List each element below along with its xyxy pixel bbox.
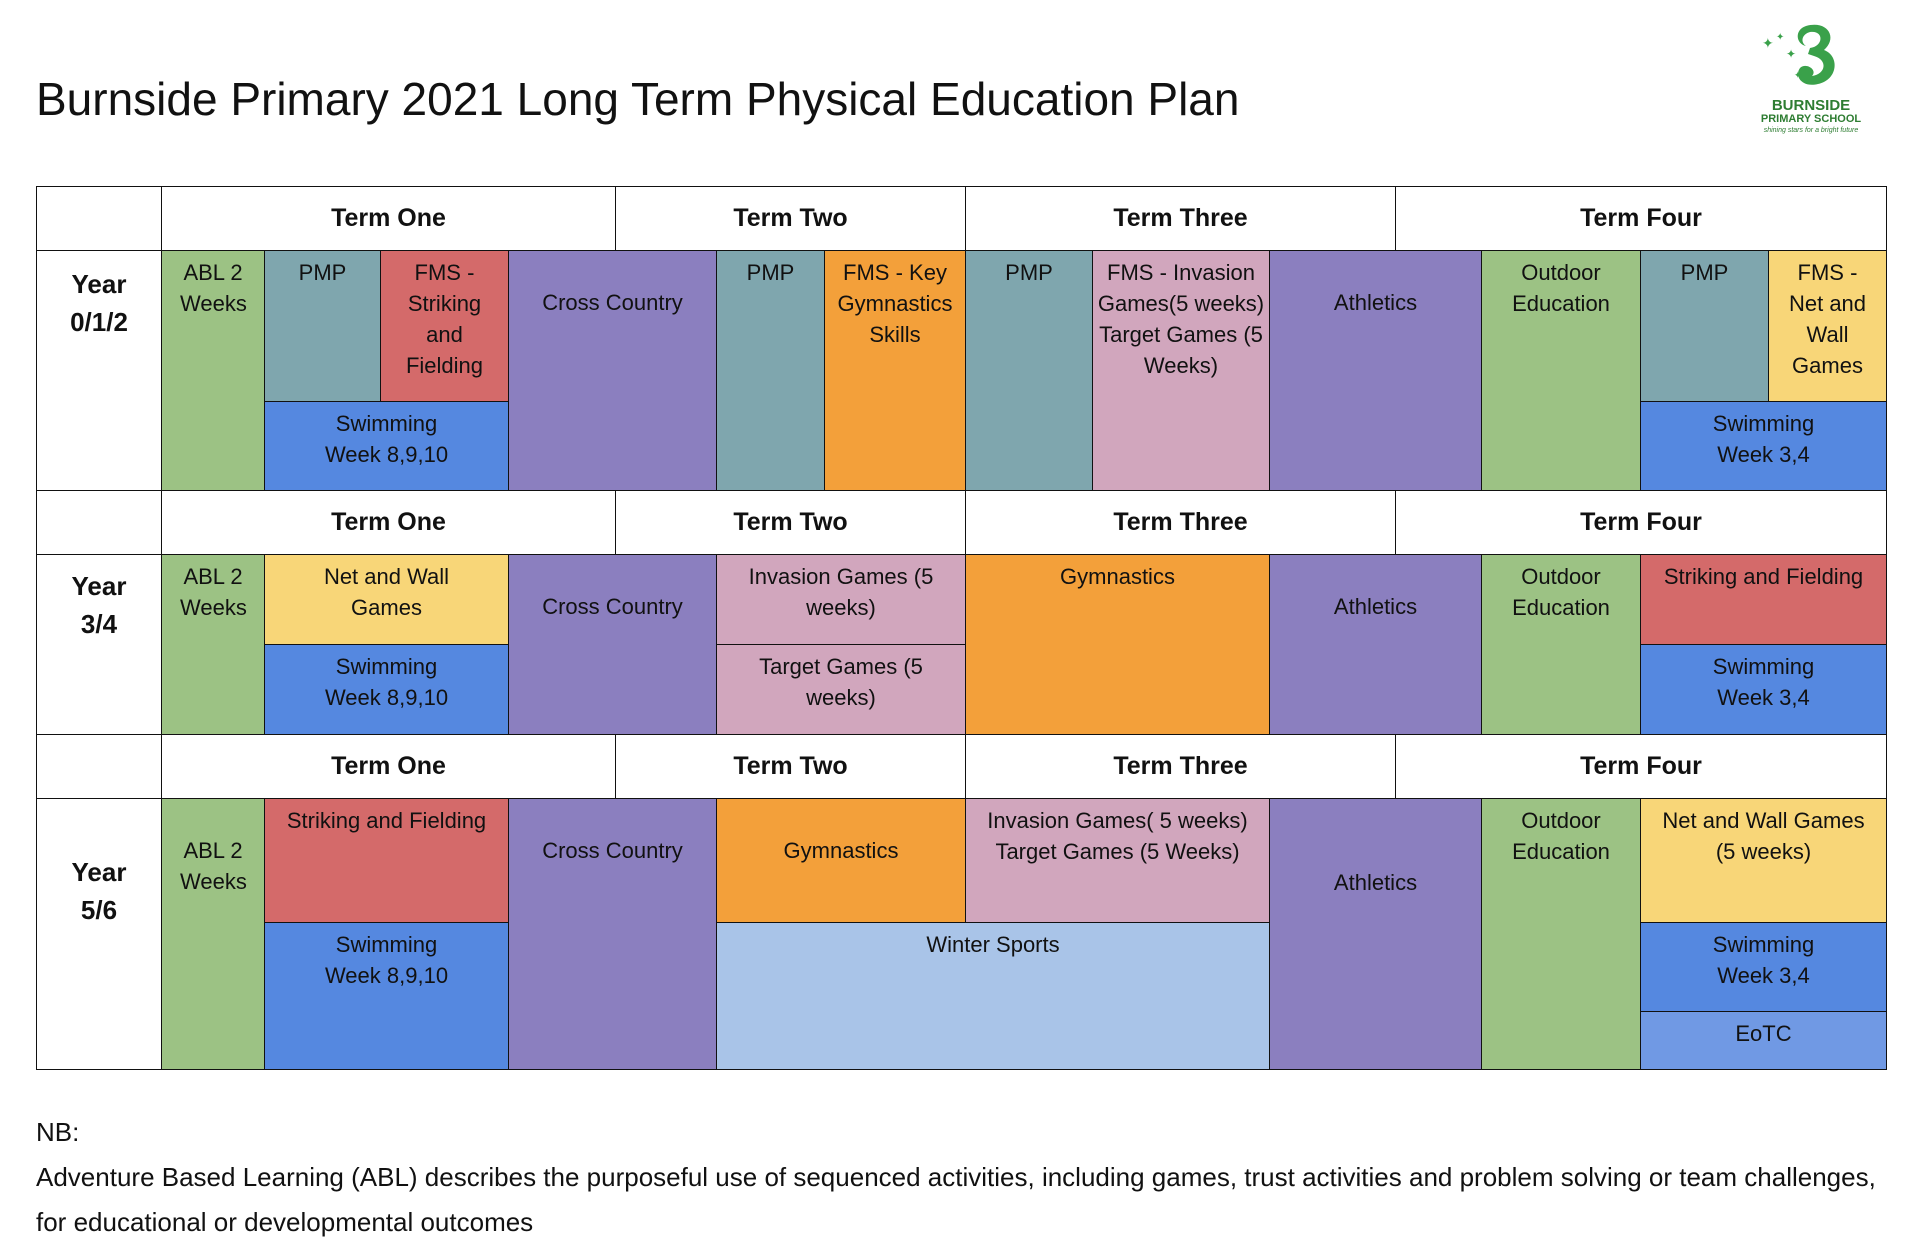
year-label-34: Year 3/4 <box>36 554 162 735</box>
term-header-three: Term Three <box>965 186 1396 251</box>
eotc-cell: EoTC <box>1640 1011 1887 1070</box>
term-header-one: Term One <box>161 734 616 799</box>
corner-cell <box>36 186 162 251</box>
notes-text: Adventure Based Learning (ABL) describes the purposeful use of sequenced activities, including games, trust activities and problem solving or team challenges, for educational or developmental outcomes <box>36 1162 1876 1237</box>
swimming-cell: Swimming Week 8,9,10 <box>264 644 509 735</box>
svg-text:✦: ✦ <box>1776 32 1785 43</box>
net-wall-cell: Net and Wall Games <box>264 554 509 645</box>
outdoor-education-cell: Outdoor Education <box>1481 250 1641 491</box>
swimming-cell: Swimming Week 8,9,10 <box>264 401 509 491</box>
swimming-cell: Swimming Week 3,4 <box>1640 922 1887 1012</box>
abl-cell: ABL 2 Weeks <box>161 554 265 735</box>
pmp-cell: PMP <box>965 250 1093 491</box>
pe-plan-table <box>36 186 1887 1070</box>
cross-country-cell: Cross Country <box>508 554 717 735</box>
term-header-one: Term One <box>161 490 616 555</box>
striking-fielding-cell: Striking and Fielding <box>1640 554 1887 645</box>
term-header-two: Term Two <box>615 734 966 799</box>
swimming-cell: Swimming Week 3,4 <box>1640 644 1887 735</box>
year-label-56: Year 5/6 <box>36 798 162 1070</box>
svg-text:✦: ✦ <box>1786 47 1797 61</box>
cross-country-cell: Cross Country <box>508 798 717 1070</box>
term-header-two: Term Two <box>615 490 966 555</box>
athletics-cell: Athletics <box>1269 798 1482 1070</box>
net-wall-cell: Net and Wall Games (5 weeks) <box>1640 798 1887 923</box>
pmp-cell: PMP <box>264 250 381 402</box>
svg-text:✦: ✦ <box>1762 36 1774 52</box>
swimming-cell: Swimming Week 3,4 <box>1640 401 1887 491</box>
notes <box>36 1110 1908 1245</box>
year-label-012: Year 0/1/2 <box>36 250 162 491</box>
logo-name-line2: PRIMARY SCHOOL <box>1760 113 1862 125</box>
term-header-four: Term Four <box>1395 734 1887 799</box>
notes-label: NB: <box>36 1117 80 1147</box>
term-header-one: Term One <box>161 186 616 251</box>
term-header-two: Term Two <box>615 186 966 251</box>
corner-cell <box>36 734 162 799</box>
logo-name-line1: BURNSIDE <box>1771 97 1851 114</box>
logo-icon <box>1736 18 1886 98</box>
fms-gymnastics-cell: FMS - Key Gymnastics Skills <box>824 250 966 491</box>
target-games-cell: Target Games (5 weeks) <box>716 644 966 735</box>
school-logo <box>1736 18 1886 143</box>
abl-cell: ABL 2 Weeks <box>161 798 265 1070</box>
invasion-games-cell: Invasion Games (5 weeks) <box>716 554 966 645</box>
cross-country-cell: Cross Country <box>508 250 717 491</box>
pmp-cell: PMP <box>716 250 825 491</box>
page-title: Burnside Primary 2021 Long Term Physical Education Plan <box>36 73 1240 125</box>
outdoor-education-cell: Outdoor Education <box>1481 798 1641 1070</box>
athletics-cell: Athletics <box>1269 250 1482 491</box>
invasion-target-cell: Invasion Games( 5 weeks) Target Games (5 Weeks) <box>965 798 1270 923</box>
fms-net-wall-cell: FMS - Net and Wall Games <box>1768 250 1887 402</box>
striking-fielding-cell: Striking and Fielding <box>264 798 509 923</box>
fms-striking-cell: FMS - Striking and Fielding <box>380 250 509 402</box>
gymnastics-cell: Gymnastics <box>716 798 966 923</box>
svg-text:✦: ✦ <box>1794 71 1802 81</box>
swimming-cell: Swimming Week 8,9,10 <box>264 922 509 1070</box>
athletics-cell: Athletics <box>1269 554 1482 735</box>
logo-tagline: shining stars for a bright future <box>1763 127 1859 134</box>
fms-invasion-cell: FMS - Invasion Games(5 weeks) Target Games (5 Weeks) <box>1092 250 1270 491</box>
term-header-three: Term Three <box>965 490 1396 555</box>
term-header-three: Term Three <box>965 734 1396 799</box>
outdoor-education-cell: Outdoor Education <box>1481 554 1641 735</box>
term-header-four: Term Four <box>1395 490 1887 555</box>
corner-cell <box>36 490 162 555</box>
pmp-cell: PMP <box>1640 250 1769 402</box>
abl-cell: ABL 2 Weeks <box>161 250 265 491</box>
winter-sports-cell: Winter Sports <box>716 922 1270 1070</box>
gymnastics-cell: Gymnastics <box>965 554 1270 735</box>
term-header-four: Term Four <box>1395 186 1887 251</box>
